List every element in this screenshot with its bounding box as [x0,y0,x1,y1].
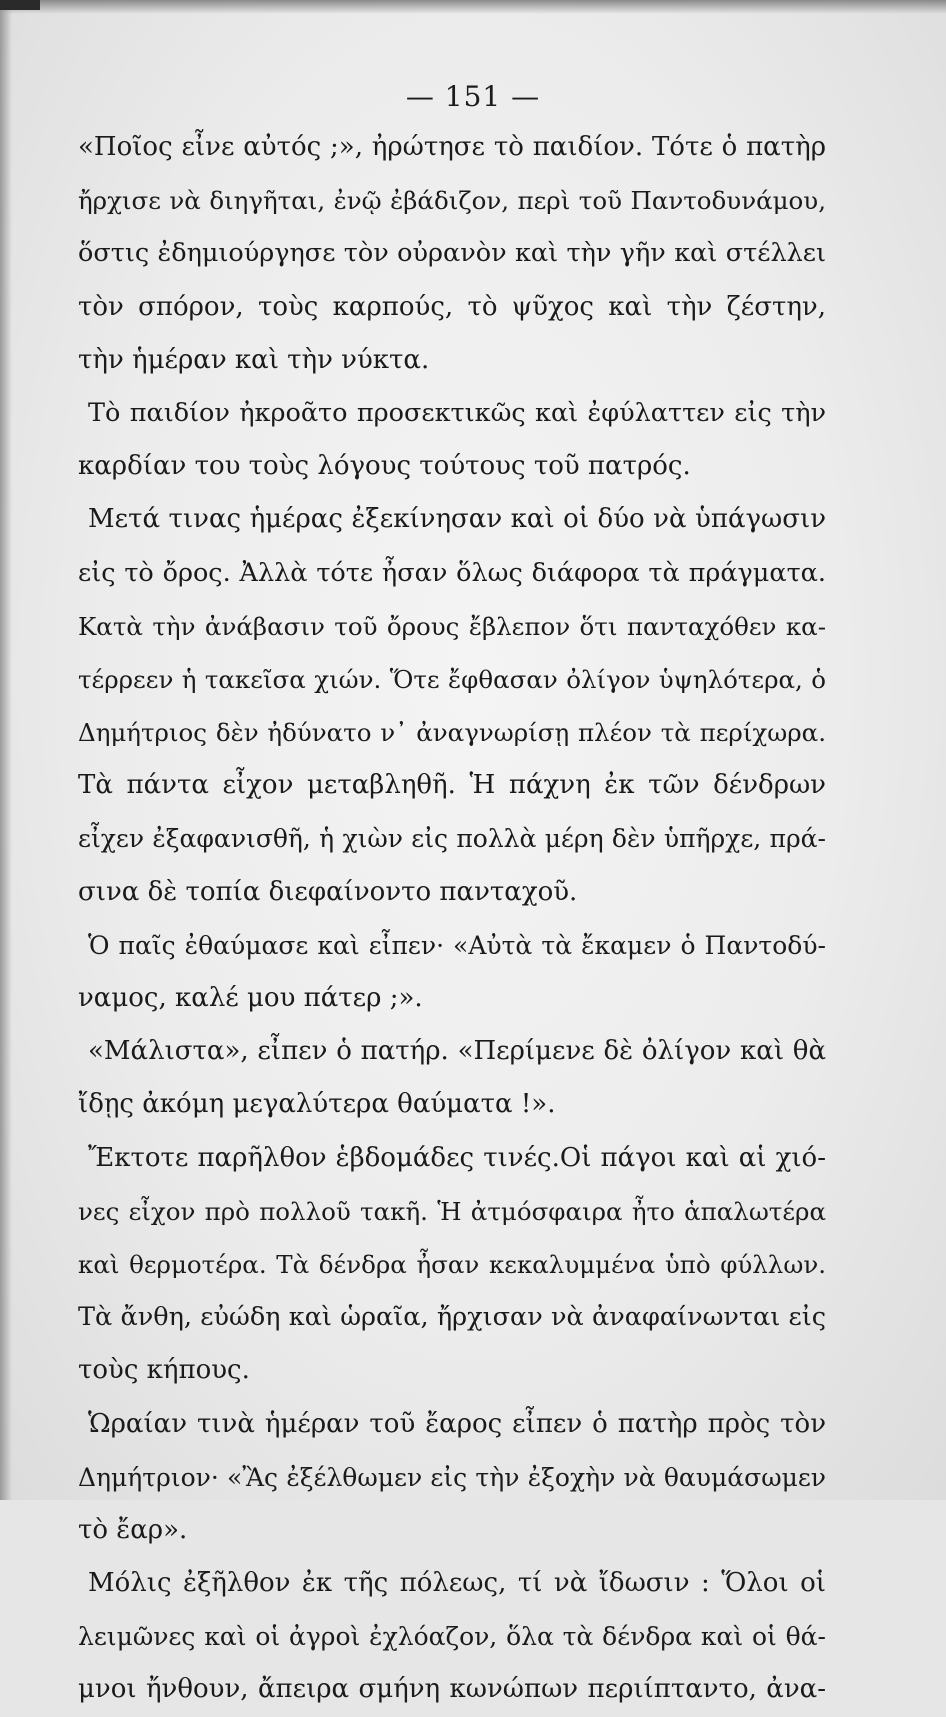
text-line: Δημήτριον· «Ἂς ἐξέλθωμεν εἰς τὴν ἐξοχὴν νὰ θαυμάσωμεν [78,1462,826,1492]
text-line: ἤρχισε νὰ διηγῆται, ἐνῷ ἐβάδιζον, περὶ τοῦ Παντοδυνάμου, [78,186,826,216]
text-line: ὅστις ἐδημιούργησε τὸν οὐρανὸν καὶ τὴν γῆν καὶ στέλλει [78,238,826,269]
text-line: ἴδῃς ἀκόμη μεγαλύτερα θαύματα !». [78,1089,556,1120]
binding-mark [0,0,40,10]
page-left-edge-shadow [0,0,12,1500]
page-number: — 151 — [405,80,541,113]
text-line: τὴν ἡμέραν καὶ τὴν νύκτα. [78,344,430,375]
text-line: Δημήτριος δὲν ἠδύνατο ν᾽ ἀναγνωρίσῃ πλέον τὰ περίχωρα. [78,718,826,748]
text-line: ναμος, καλέ μου πάτερ ;». [78,983,423,1013]
text-line: καὶ θερμοτέρα. Τὰ δένδρα ἦσαν κεκαλυμμένα ὑπὸ φύλλων. [78,1249,826,1279]
text-line: Ὁ παῖς ἐθαύμασε καὶ εἶπεν· «Αὐτὰ τὰ ἔκαμεν ὁ Παντοδύ- [88,930,826,960]
body-text [78,121,826,1717]
text-line: Ἔκτοτε παρῆλθον ἑβδομάδες τινές.Οἱ πάγοι καὶ αἱ χιό- [88,1142,826,1173]
text-line: Τὸ παιδίον ἠκροᾶτο προσεκτικῶς καὶ ἐφύλαττεν εἰς τὴν [88,397,826,428]
text-line: σινα δὲ τοπία διεφαίνοντο πανταχοῦ. [78,876,578,907]
text-line: Κατὰ τὴν ἀνάβασιν τοῦ ὄρους ἔβλεπον ὅτι πανταχόθεν κα- [78,611,826,641]
text-line: νες εἶχον πρὸ πολλοῦ τακῆ. Ἡ ἀτμόσφαιρα ἦτο ἁπαλωτέρα [78,1196,826,1226]
text-line: «Ποῖος εἶνε αὐτός ;», ἠρώτησε τὸ παιδίον. Τότε ὁ πατὴρ [78,132,826,162]
page-top-edge-shadow [0,0,946,14]
text-line: τοὺς κήπους. [78,1355,250,1386]
text-line: Μετά τινας ἡμέρας ἐξεκίνησαν καὶ οἱ δύο νὰ ὑπάγωσιν [88,504,826,535]
text-line: λειμῶνες καὶ οἱ ἀγροὶ ἐχλόαζον, ὅλα τὰ δένδρα καὶ οἱ θά- [78,1622,826,1652]
text-line: τέρρεεν ἡ τακεῖσα χιών. Ὅτε ἔφθασαν ὀλίγον ὑψηλότερα, ὁ [78,664,826,694]
text-line: εἶχεν ἐξαφανισθῆ, ἡ χιὼν εἰς πολλὰ μέρη δὲν ὑπῆρχε, πρά- [78,824,826,854]
text-line: Τὰ ἄνθη, εὐώδη καὶ ὡραῖα, ἤρχισαν νὰ ἀναφαίνωνται εἰς [78,1302,826,1333]
text-line: καρδίαν του τοὺς λόγους τούτους τοῦ πατρός. [78,451,691,482]
text-line: τὸν σπόρον, τοὺς καρπούς, τὸ ψῦχος καὶ τὴν ζέστην, [78,291,826,322]
text-line: Τὰ πάντα εἶχον μεταβληθῆ. Ἡ πάχνη ἐκ τῶν δένδρων [78,770,826,801]
text-line: τὸ ἔαρ». [78,1514,188,1545]
text-line: «Μάλιστα», εἶπεν ὁ πατήρ. «Περίμενε δὲ ὀλίγον καὶ θὰ [88,1036,826,1067]
text-line: Ὡραίαν τινὰ ἡμέραν τοῦ ἔαρος εἶπεν ὁ πατὴρ πρὸς τὸν [88,1408,826,1439]
text-line: μνοι ἤνθουν, ἄπειρα σμήνη κωνώπων περιίπταντο, ἀνα- [78,1674,826,1705]
text-line: Μόλις ἐξῆλθον ἐκ τῆς πόλεως, τί νὰ ἴδωσιν : Ὅλοι οἱ [88,1568,826,1599]
text-line: εἰς τὸ ὄρος. Ἀλλὰ τότε ἦσαν ὅλως διάφορα τὰ πράγματα. [78,557,826,588]
